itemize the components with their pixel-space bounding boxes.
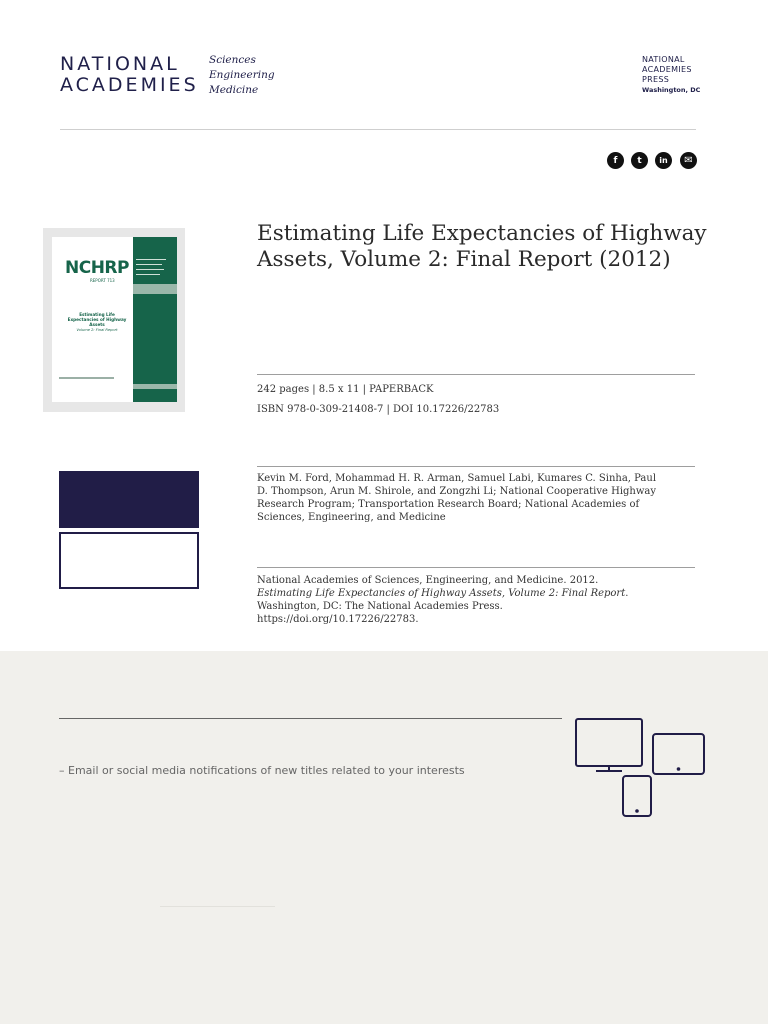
- cover-text-line: [136, 264, 162, 265]
- cover-text-line: [136, 274, 160, 275]
- promo-divider: [59, 718, 562, 719]
- cover-report-number: REPORT 713: [90, 278, 115, 283]
- national-academies-logo[interactable]: [60, 54, 199, 96]
- promo-faint-divider: [160, 906, 275, 907]
- book-details: 242 pages | 8.5 x 11 | PAPERBACK: [257, 384, 434, 395]
- email-icon[interactable]: [680, 152, 697, 169]
- citation-suffix: . Washington, DC: The National Academies Press. https://doi.org/10.17226/22783.: [257, 588, 629, 625]
- buy-book-button[interactable]: [59, 471, 199, 528]
- promo-bullet: – Email or social media notifications of new titles related to your interests: [59, 764, 465, 777]
- citation-divider: [257, 567, 695, 568]
- cover-green-stripe: [133, 237, 177, 402]
- press-line-3: PRESS: [642, 75, 670, 84]
- meta-divider: [257, 374, 695, 375]
- cover-text-line: [136, 259, 166, 260]
- logo-sub-sciences: Sciences: [209, 54, 256, 66]
- header-divider: [60, 129, 696, 130]
- press-location: Washington, DC: [642, 86, 701, 94]
- promo-section: [0, 651, 768, 1024]
- linkedin-glyph: in: [659, 156, 668, 165]
- monitor-shape: [576, 719, 642, 766]
- cover-title: Estimating Life Expectancies of Highway Assets: [67, 312, 127, 328]
- book-authors: Kevin M. Ford, Mohammad H. R. Arman, Samuel Labi, Kumares C. Sinha, Paul D. Thompson, Arun M. Shirole, and Zongzhi Li; National Cooperative Highway Research Program; Transportation Research Board; National Academies of Sciences, Engineering, and Medicine: [257, 473, 657, 523]
- book-title: Estimating Life Expectancies of Highway Assets, Volume 2: Final Report (2012): [257, 221, 707, 272]
- cover-text-line: [136, 269, 164, 270]
- nap-press-logo[interactable]: [642, 55, 700, 95]
- facebook-icon[interactable]: [607, 152, 624, 169]
- email-glyph: ✉: [684, 155, 693, 166]
- press-line-1: NATIONAL: [642, 55, 685, 64]
- cover-band-bottom: [133, 384, 177, 389]
- book-identifiers: ISBN 978-0-309-21408-7 | DOI 10.17226/22783: [257, 404, 500, 415]
- citation-prefix: National Academies of Sciences, Engineering, and Medicine. 2012.: [257, 575, 599, 586]
- logo-line-2: ACADEMIES: [60, 74, 199, 96]
- facebook-glyph: f: [613, 155, 618, 166]
- authors-divider: [257, 466, 695, 467]
- linkedin-icon[interactable]: [655, 152, 672, 169]
- book-cover-image[interactable]: [52, 237, 177, 402]
- cover-band-top: [133, 284, 177, 294]
- logo-sub-engineering: Engineering: [209, 69, 275, 81]
- cover-subtitle: Volume 2: Final Report: [76, 328, 118, 332]
- twitter-glyph: t: [637, 155, 642, 166]
- citation-title: Estimating Life Expectancies of Highway Assets, Volume 2: Final Report: [257, 588, 626, 599]
- logo-sub-medicine: Medicine: [209, 84, 259, 96]
- cover-footer-mark: [59, 377, 114, 379]
- logo-subtitle: [209, 53, 275, 98]
- download-pdf-button[interactable]: [59, 532, 199, 589]
- press-line-2: ACADEMIES: [642, 65, 692, 74]
- tablet-button: [678, 768, 680, 770]
- twitter-icon[interactable]: [631, 152, 648, 169]
- devices-icon: [574, 716, 708, 820]
- book-citation: [257, 574, 647, 626]
- phone-button: [636, 810, 638, 812]
- cover-series: NCHRP: [65, 258, 129, 278]
- logo-line-1: NATIONAL: [60, 53, 180, 75]
